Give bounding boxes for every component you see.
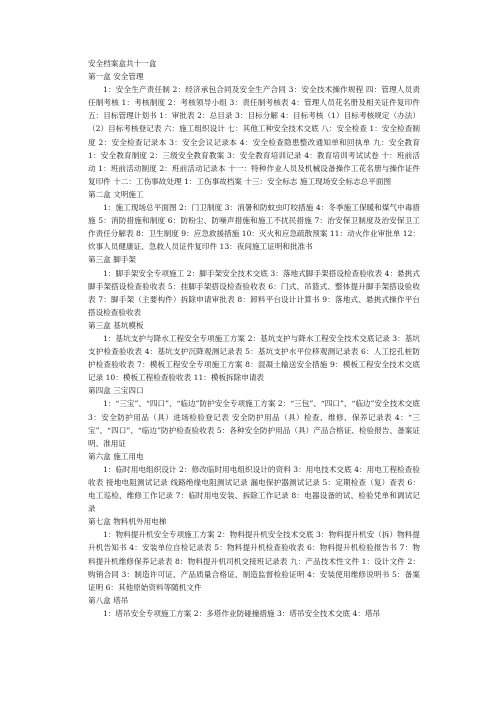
document-page: [88, 57, 420, 620]
section-heading-6: 第六盒 施工用电: [88, 451, 144, 461]
section-heading-7: 第七盒 物料机外用电梯: [88, 517, 167, 527]
section-heading-1: 第一盒 安全管理: [88, 72, 144, 82]
section-body-1: 1：安全生产责任制 2：经济承包合同及安全生产合同 3：安全技术操作规程 四：管理人员责任制考核 1：考核制度 2：考核领导小组 3：责任制考核表 4：管理人员花名册及相关证件复印件 五：目标管理计划书 1：审批表 2：总目录 3：目标分解 4：目标考核（1）目标考核规定（办法）（2）目标考核登记表 六：施工组织设计 七：其他工种安全技术交底 八：安全检查 1：安全检查制度 2：安全检查记录本 3：安全会议记录本 4：安全检查隐患整改通知单和回执单 九：安全教育 1：安全教育制度 2：三级安全教育教案 3：安全教育培训记录 4：教育培训考试试卷 十：班前活动 1：班前活动制度 2：班前活动记录本 十一：特种作业人员及机械设备操作工花名册与操作证件复印件 十二：工伤事故处理 1：工伤事故档案 十三：安全标志 施工现场安全标志总平面图: [88, 85, 420, 186]
section-body-3: 1：脚手架安全专项施工 2：脚手架安全技术交底 3：落地式脚手架搭设检查验收表 4：悬挑式脚手架搭设检查验收表 5：挂脚手架搭设检查验收表 6：门式、吊篮式、整体提升脚手架搭设验收表 7：脚手架（主要构件）拆除申请审批表 8：卸料平台设计计算书 9：落地式、悬挑式操作平台搭设检查验收表: [88, 268, 420, 317]
section-heading-4: 第三盒 基坑模板: [88, 320, 144, 330]
section-body-5: 1：“三宝”、“四口”、“临边”防护安全专项施工方案 2：“三包”、“四口”、“临边”安全技术交底 3：安全防护用品（具）进场检验登记表 安全防护用品（具）检查、维修、保养记录表 4：“三宝”、“四口”、“临边”防护检查验收表 5：各种安全防护用品（具）产品合格证、检验报告、备案证明、准用证: [88, 399, 420, 448]
section-heading-8: 第八盒 塔吊: [88, 595, 129, 605]
section-body-4: 1：基坑支护与降水工程安全专项施工方案 2：基坑支护与降水工程安全技术交底记录 3：基坑支护检查验收表 4：基坑支护沉降观测记录表 5：基坑支护水平位移观测记录表 6：人工挖孔桩防护检查验收表 7：模板工程安全专项施工方案 8：混凝土输送安全措施 9：模板工程安全技术交底记录 10：模板工程检查验收表 11：模板拆除申请表: [88, 333, 420, 383]
section-heading-5: 第四盒 三宝四口: [88, 386, 144, 396]
document-title: 安全档案盒共十一盒: [88, 59, 157, 68]
section-body-2: 1：施工现场总平面图 2：门卫制度 3：消暑和防蚊虫叮咬措施 4：冬季施工保暖和煤气中毒措施 5：消防措施和制度 6：防粉尘、防噪声措施和施工不扰民措施 7：治安保卫制度及治安保卫工作责任分解表 8：卫生制度 9：应急救援措施 10：灭火和应急疏散预案 11：动火作业审批单 12：炊事人员健康证、急救人员证件复印件 13：夜间施工证明和批准书: [88, 203, 420, 252]
section-body-6: 1：临时用电组织设计 2：修改临时用电组织设计的资料 3：用电技术交底 4：用电工程检查验收表 接地电阻测试记录 线路绝缘电阻测试记录 漏电保护器测试记录 5：定期检查（复）查表 6：电工巡检、维修工作记录 7：临时用电安装、拆除工作记录 8：电器设备的试、检验凭单和调试记录: [88, 464, 420, 514]
section-body-8: 1：塔吊安全专项施工方案 2：多塔作业防碰撞措施 3：塔吊安全技术交底 4：塔吊: [103, 608, 381, 618]
section-heading-3: 第三盒 脚手架: [88, 255, 136, 265]
section-heading-2: 第二盒 文明施工: [88, 189, 144, 199]
section-body-7: 1：物料提升机安全专项施工方案 2：物料提升机安全技术交底 3：物料提升机安（拆）物料提升机告知书 4：安装单位自检记录表 5：物料提升机检查验收表 6：物料提升机检验报告书 7：物料提升机维修保养记录表 8：物料提升机司机交接班记录表 九：产品技术性文件 1：设计文件 2：购销合同 3：制造许可证、产品质量合格证、制造监督检验证明 4：安装使用维修说明书 5：备案证明 6：其他原始资料等随机文件: [88, 530, 420, 592]
